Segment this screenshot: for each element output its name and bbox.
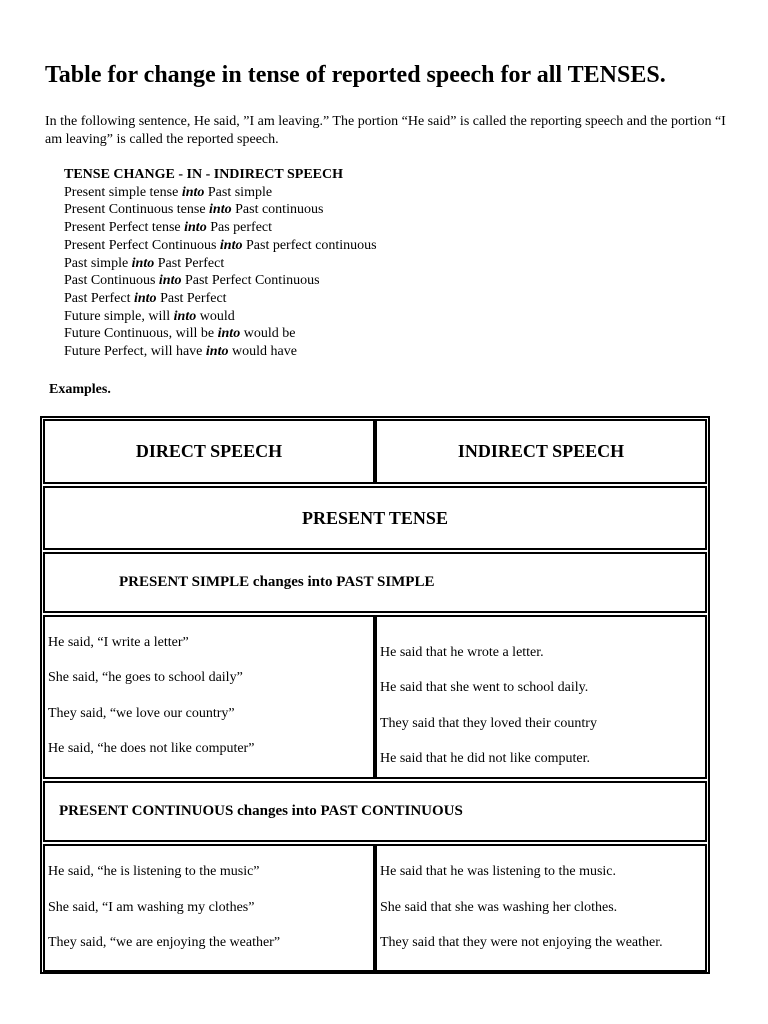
rule-from: Present simple tense (64, 184, 179, 200)
indirect-example: They said that they loved their country (380, 716, 597, 731)
into-keyword: into (209, 202, 232, 218)
rule-from: Present Perfect tense (64, 220, 181, 236)
indirect-example: She said that she was washing her clothes. (380, 900, 618, 915)
indirect-examples (375, 844, 707, 972)
rule-from: Past Continuous (64, 273, 156, 289)
rule-to: would be (243, 326, 296, 342)
rule-from: Future Perfect, will have (64, 344, 203, 360)
tense-rule (64, 308, 377, 326)
rule-from: Present Perfect Continuous (64, 237, 217, 253)
rule-to: Pas perfect (210, 220, 273, 236)
tense-rule (64, 325, 377, 343)
rule-from: Future Continuous, will be (64, 326, 215, 342)
rule-to: Past Perfect Continuous (184, 273, 320, 289)
rule-to: Past Perfect (157, 255, 225, 271)
direct-example: She said, “he goes to school daily” (48, 670, 243, 685)
into-keyword: into (205, 344, 229, 360)
rule-from: Present Continuous tense (64, 202, 206, 218)
rule-from: Past simple (64, 255, 129, 271)
tense-rule (64, 201, 377, 219)
tense-rule (64, 237, 377, 255)
examples-label: Examples. (49, 382, 111, 397)
rule-to: would have (231, 344, 297, 360)
indirect-example: He said that she went to school daily. (380, 680, 589, 695)
rule-to: would (199, 308, 235, 324)
into-keyword: into (219, 237, 243, 253)
direct-examples (43, 615, 375, 779)
tense-change-heading: TENSE CHANGE - IN - INDIRECT SPEECH (64, 167, 344, 182)
tense-change-list (64, 166, 377, 361)
group-title: PRESENT SIMPLE changes into PAST SIMPLE (43, 552, 707, 613)
indirect-examples (375, 615, 707, 779)
into-keyword: into (181, 184, 205, 200)
into-keyword: into (158, 273, 182, 289)
direct-speech-header: DIRECT SPEECH (43, 419, 375, 484)
rule-from: Future simple, will (64, 308, 171, 324)
direct-example: He said, “he does not like computer” (48, 741, 255, 756)
into-keyword: into (184, 220, 207, 236)
into-keyword: into (217, 326, 241, 342)
into-keyword: into (131, 255, 155, 271)
rule-to: Past Perfect (160, 290, 227, 306)
into-keyword: into (173, 308, 197, 324)
rule-from: Past Perfect (64, 290, 131, 306)
tense-rule (64, 219, 377, 237)
indirect-example: He said that he did not like computer. (380, 751, 590, 766)
indirect-example: He said that he was listening to the music. (380, 864, 617, 879)
tense-rule (64, 272, 377, 290)
direct-example: They said, “we love our country” (48, 706, 235, 721)
rule-to: Past perfect continuous (246, 237, 377, 253)
direct-examples (43, 844, 375, 972)
direct-example: They said, “we are enjoying the weather” (48, 935, 281, 950)
tense-rule (64, 290, 377, 308)
indirect-example: They said that they were not enjoying the weather. (380, 935, 663, 950)
direct-example: He said, “he is listening to the music” (48, 864, 260, 879)
direct-example: She said, “I am washing my clothes” (48, 900, 255, 915)
tense-rule (64, 255, 377, 273)
rule-to: Past simple (207, 184, 273, 200)
into-keyword: into (133, 290, 157, 306)
indirect-speech-header: INDIRECT SPEECH (375, 419, 707, 484)
speech-table (40, 416, 710, 974)
rule-to: Past continuous (235, 202, 324, 218)
tense-rule (64, 184, 377, 202)
page-title: Table for change in tense of reported speech for all TENSES. (45, 62, 666, 88)
intro-paragraph: In the following sentence, He said, ”I am leaving.” The portion “He said” is called the reporting speech and the portion “I am leaving” is called the reported speech. (45, 114, 726, 147)
group-title: PRESENT CONTINUOUS changes into PAST CONTINUOUS (43, 781, 707, 842)
tense-rule (64, 343, 377, 361)
section-title: PRESENT TENSE (43, 486, 707, 550)
direct-example: He said, “I write a letter” (48, 635, 189, 650)
indirect-example: He said that he wrote a letter. (380, 645, 544, 660)
